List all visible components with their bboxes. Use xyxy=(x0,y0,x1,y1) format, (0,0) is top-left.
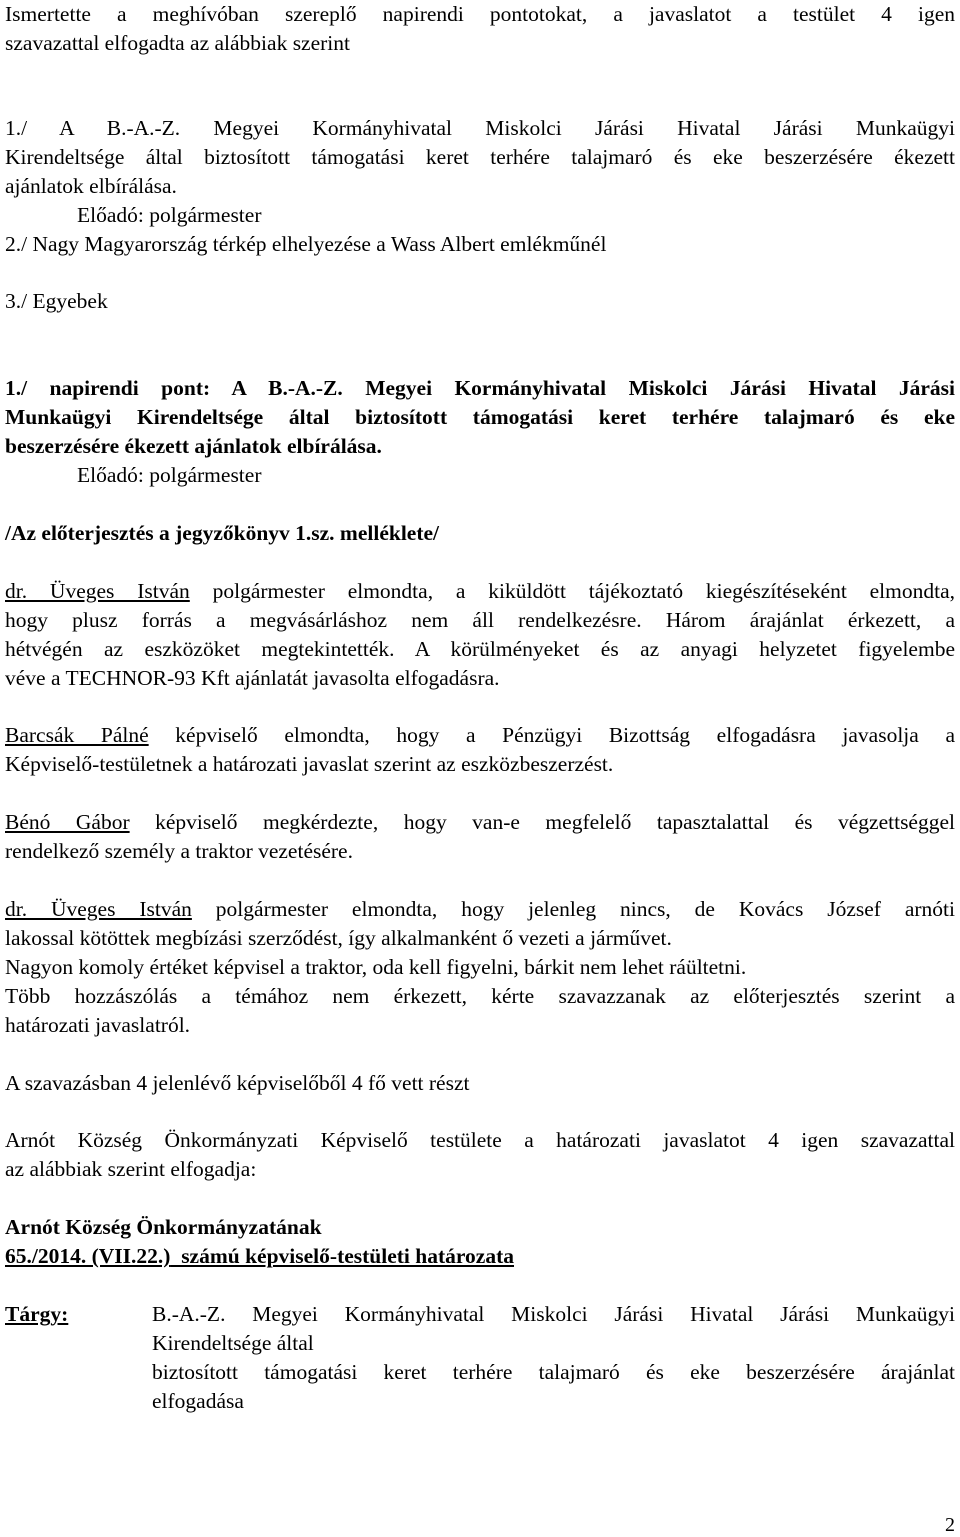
agenda-presenter: Előadó: polgármester xyxy=(77,203,262,227)
subject-line-1: B.-A.-Z. Megyei Kormányhivatal Miskolci Járási Hivatal Járási Munkaügyi xyxy=(152,1302,955,1326)
vote-line: A szavazásban 4 jelenlévő képviselőből 4 fő vett részt xyxy=(5,1071,470,1095)
para4-line-2: lakossal kötöttek megbízási szerződést, így alkalmanként ő vezeti a járművet. xyxy=(5,926,672,950)
para4-line-1-text: polgármester elmondta, hogy jelenleg nincs, de Kovács József arnóti xyxy=(191,897,955,921)
para4-line-4: Több hozzászólás a témához nem érkezett, kérte szavazzanak az előterjesztés szerint a xyxy=(5,984,955,1008)
subject-line-3: biztosított támogatási keret terhére talajmaró és eke beszerzésére árajánlat xyxy=(152,1360,955,1384)
speaker-name: Barcsák Pálné xyxy=(5,723,149,747)
agenda-item-3: 3./ Egyebek xyxy=(5,289,108,313)
section1-heading-line-3: beszerzésére ékezett ajánlatok elbírálása. xyxy=(5,434,382,458)
decision-line-2: az alábbiak szerint elfogadja: xyxy=(5,1157,257,1181)
subject-block xyxy=(5,1300,955,1420)
section1-heading-line-2: Munkaügyi Kirendeltsége által biztosított támogatási keret terhére talajmaró és eke xyxy=(5,405,955,429)
speaker-name: dr. Üveges István xyxy=(5,897,192,921)
para1-line-1 xyxy=(5,577,955,606)
resolution-title-line-2 xyxy=(5,1242,955,1271)
para1-line-1-text: polgármester elmondta, a kiküldött tájékoztató kiegészítéseként elmondta, xyxy=(189,579,955,603)
agenda-item-1-line-3: ajánlatok elbírálása. xyxy=(5,174,177,198)
section1-heading-line-1: 1./ napirendi pont: A B.-A.-Z. Megyei Kormányhivatal Miskolci Járási Hivatal Járási xyxy=(5,376,955,400)
resolution-title-line-1: Arnót Község Önkormányzatának xyxy=(5,1215,322,1239)
para1-line-2: hogy plusz forrás a megvásárláshoz nem áll rendelkezésre. Három árajánlat érkezett, a xyxy=(5,608,955,632)
speaker-name: Bénó Gábor xyxy=(5,810,130,834)
para2-line-2: Képviselő-testületnek a határozati javaslat szerint az eszközbeszerzést. xyxy=(5,752,614,776)
para1-line-4: véve a TECHNOR-93 Kft ajánlatát javasolta elfogadásra. xyxy=(5,666,500,690)
para2-line-1-text: képviselő elmondta, hogy a Pénzügyi Bizottság elfogadásra javasolja a xyxy=(148,723,955,747)
para4-line-1 xyxy=(5,895,955,924)
para3-line-1 xyxy=(5,808,955,837)
para4-line-3: Nagyon komoly értéket képvisel a traktor, oda kell figyelni, bárkit nem lehet ráültetni. xyxy=(5,955,747,979)
subject-line-4: elfogadása xyxy=(152,1389,244,1413)
agenda-item-1-line-2: Kirendeltsége által biztosított támogatási keret terhére talajmaró és eke beszerzésére ékezett xyxy=(5,145,955,169)
intro-line-1: Ismertette a meghívóban szereplő napirendi pontotokat, a javaslatot a testület 4 igen xyxy=(5,2,955,26)
section1-presenter: Előadó: polgármester xyxy=(77,463,262,487)
speaker-name: dr. Üveges István xyxy=(5,579,190,603)
resolution-title-rest: számú képviselő-testületi határozata xyxy=(170,1244,514,1268)
agenda-item-1-line-1: 1./ A B.-A.-Z. Megyei Kormányhivatal Miskolci Járási Hivatal Járási Munkaügyi xyxy=(5,116,955,140)
agenda-item-2: 2./ Nagy Magyarország térkép elhelyezése a Wass Albert emlékműnél xyxy=(5,232,607,256)
subject-label: Tárgy: xyxy=(5,1302,69,1326)
para3-line-1-text: képviselő megkérdezte, hogy van-e megfelelő tapasztalattal és végzettséggel xyxy=(129,810,955,834)
page-number: 2 xyxy=(945,1514,955,1536)
intro-line-2: szavazattal elfogadta az alábbiak szerint xyxy=(5,31,350,55)
decision-line-1: Arnót Község Önkormányzati Képviselő testülete a határozati javaslatot 4 igen szavazattal xyxy=(5,1128,955,1152)
subject-line-2: Kirendeltsége által xyxy=(152,1331,314,1355)
para4-line-5: határozati javaslatról. xyxy=(5,1013,191,1037)
para1-line-3: hétvégén az eszközöket megtekintették. A körülményeket és az anyagi helyzetet figyelembe xyxy=(5,637,955,661)
para2-line-1 xyxy=(5,721,955,750)
resolution-number: 65./2014. (VII.22.) xyxy=(5,1244,171,1268)
para3-line-2: rendelkező személy a traktor vezetésére. xyxy=(5,839,353,863)
section1-attachment-note: /Az előterjesztés a jegyzőkönyv 1.sz. melléklete/ xyxy=(5,521,440,545)
